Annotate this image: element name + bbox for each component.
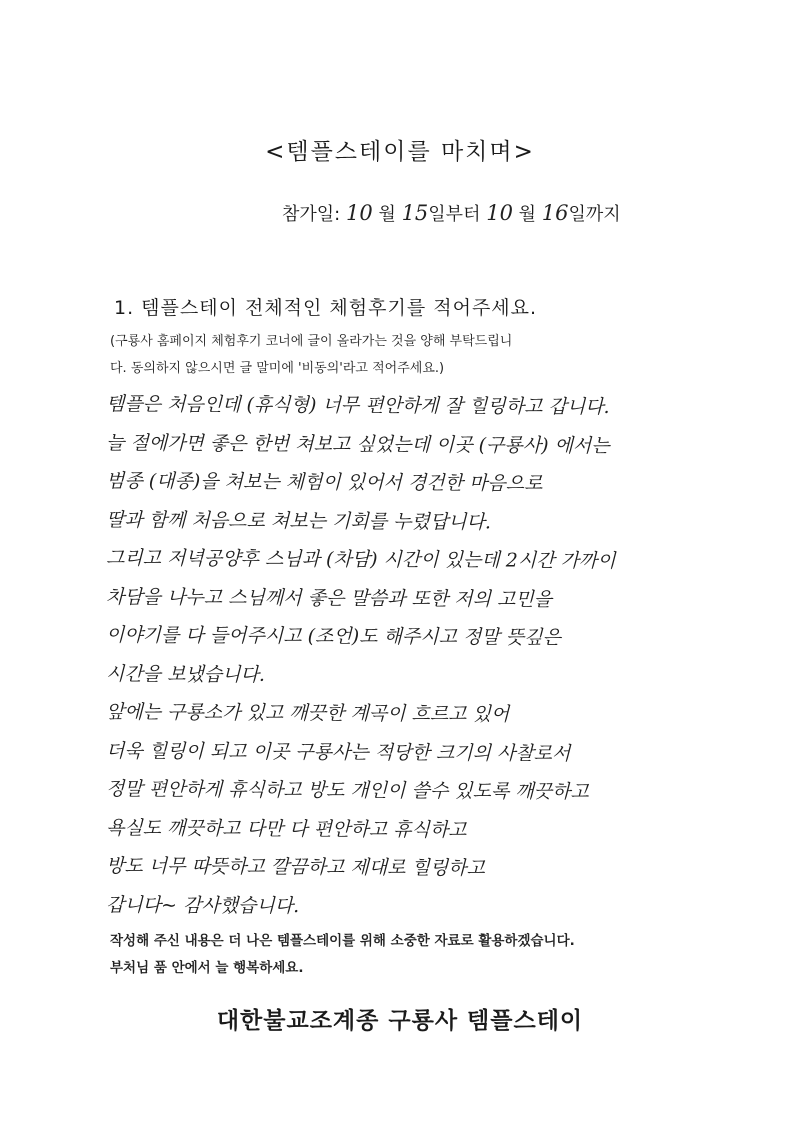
organization-name: 대한불교조계종 구룡사 템플스테이 — [216, 1008, 584, 1034]
handwritten-line: 정말 편안하게 휴식하고 방도 개인이 쓸수 있도록 깨끗하고 — [105, 778, 589, 803]
until-text: 일까지 — [568, 204, 621, 225]
handwritten-line: 갑니다~ 감사했습니다. — [105, 893, 300, 917]
handwritten-review — [106, 385, 796, 924]
period-label: 참가일: — [282, 204, 341, 225]
handwritten-line: 그리고 저녁공양후 스님과 (차담) 시간이 있는데 2시간 가까이 — [105, 547, 616, 573]
form-title: <템플스테이를 마치며> — [265, 139, 535, 165]
end-month-unit: 월 — [518, 204, 537, 225]
handwritten-line: 방도 너무 따뜻하고 깔끔하고 제대로 힐링하고 — [105, 855, 485, 880]
consent-note — [110, 328, 710, 382]
end-day: 16 — [541, 201, 569, 225]
closing-line: 작성해 주신 내용은 더 나은 템플스테이를 위해 소중한 자료로 활용하겠습니다. — [110, 933, 575, 949]
handwritten-line: 범종 (대종)을 쳐보는 체험이 있어서 경건한 마음으로 — [105, 470, 543, 495]
note-line: 다. 동의하지 않으시면 글 말미에 '비동의'라고 적어주세요.) — [110, 361, 445, 376]
start-month-unit: 월 — [378, 204, 396, 225]
handwritten-line: 템플은 처음인데 (휴식형) 너무 편안하게 잘 힐링하고 갑니다. — [105, 393, 610, 419]
note-line: (구룡사 홈페이지 체험후기 코너에 글이 올라가는 것을 양해 부탁드립니 — [110, 334, 513, 349]
handwritten-line: 앞에는 구룡소가 있고 깨끗한 계곡이 흐르고 있어 — [105, 701, 510, 726]
handwritten-line: 딸과 함께 처음으로 쳐보는 기회를 누렸답니다. — [105, 508, 492, 533]
handwritten-line: 욕실도 깨끗하고 다만 다 편안하고 휴식하고 — [105, 816, 467, 841]
start-month: 10 — [345, 201, 373, 225]
end-month: 10 — [486, 201, 513, 225]
from-text: 일부터 — [428, 204, 481, 225]
closing-line: 부처님 품 안에서 늘 행복하세요. — [110, 960, 304, 976]
participation-period — [282, 200, 621, 226]
start-day: 15 — [401, 201, 429, 225]
handwritten-line: 이야기를 다 들어주시고 (조언)도 해주시고 정말 뜻깊은 — [105, 624, 561, 649]
closing-message — [110, 928, 575, 982]
handwritten-line: 늘 절에가면 좋은 한번 쳐보고 싶었는데 이곳 (구룡사) 에서는 — [105, 431, 610, 457]
handwritten-line: 더욱 힐링이 되고 이곳 구룡사는 적당한 크기의 사찰로서 — [105, 739, 571, 765]
handwritten-line: 시간을 보냈습니다. — [105, 662, 265, 686]
section-title: 1. 템플스테이 전체적인 체험후기를 적어주세요. — [114, 297, 538, 319]
handwritten-line: 차담을 나누고 스님께서 좋은 말씀과 또한 저의 고민을 — [105, 585, 553, 611]
